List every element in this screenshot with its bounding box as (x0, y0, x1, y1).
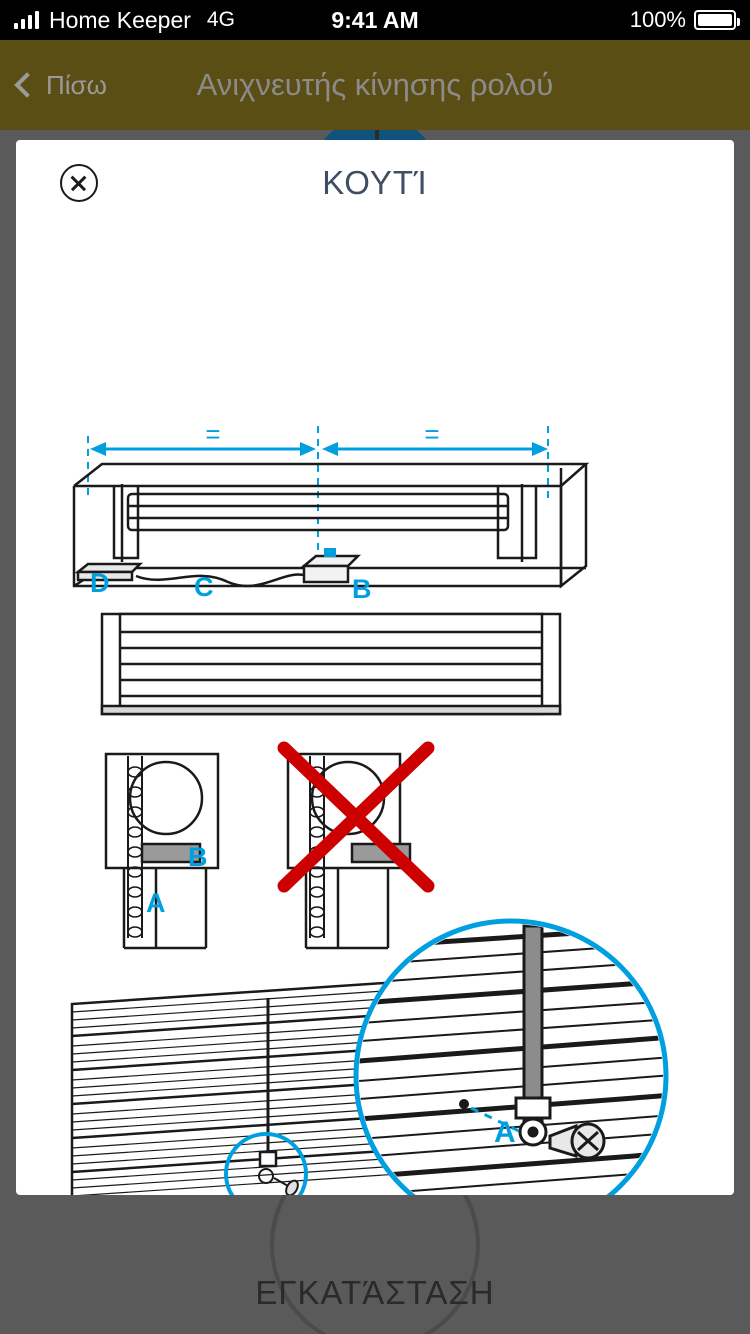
status-bar (0, 0, 750, 40)
svg-text:D: D (90, 568, 110, 598)
image-modal (16, 140, 734, 1195)
status-bar-right (630, 7, 750, 33)
roller-shutter-installation-diagram (16, 236, 734, 1195)
svg-text:A: A (146, 888, 166, 918)
modal-header (16, 140, 734, 236)
background-caption: ΕΓΚΑΤΆΣΤΑΣΗ (255, 1274, 495, 1311)
svg-text:C: C (194, 572, 214, 602)
chevron-left-icon (14, 72, 39, 97)
detail-callout-large (346, 921, 686, 1195)
svg-text:=: = (424, 419, 440, 449)
battery-percent-label: 100% (629, 7, 686, 32)
status-bar-left (0, 7, 235, 34)
modal-body (16, 236, 734, 1195)
svg-text:A: A (494, 1116, 516, 1149)
clock-label: 9:41 AM (331, 6, 419, 33)
close-circle-icon[interactable] (60, 164, 98, 202)
svg-text:B: B (188, 842, 208, 872)
carrier-label: Home Keeper (49, 6, 191, 33)
page-title: Ανιχνευτής κίνησης ρολού (196, 67, 554, 102)
signal-bars-icon (14, 11, 39, 29)
navigation-bar (0, 40, 750, 130)
incorrect-cross-mark (284, 748, 428, 886)
svg-text:B: B (352, 574, 372, 604)
modal-title: ΚΟΥΤΊ (322, 164, 428, 201)
back-button[interactable] (0, 70, 107, 101)
battery-full-icon (694, 10, 736, 30)
back-button-label: Πίσω (46, 69, 107, 100)
network-type-label: 4G (206, 8, 235, 31)
svg-text:=: = (205, 419, 221, 449)
